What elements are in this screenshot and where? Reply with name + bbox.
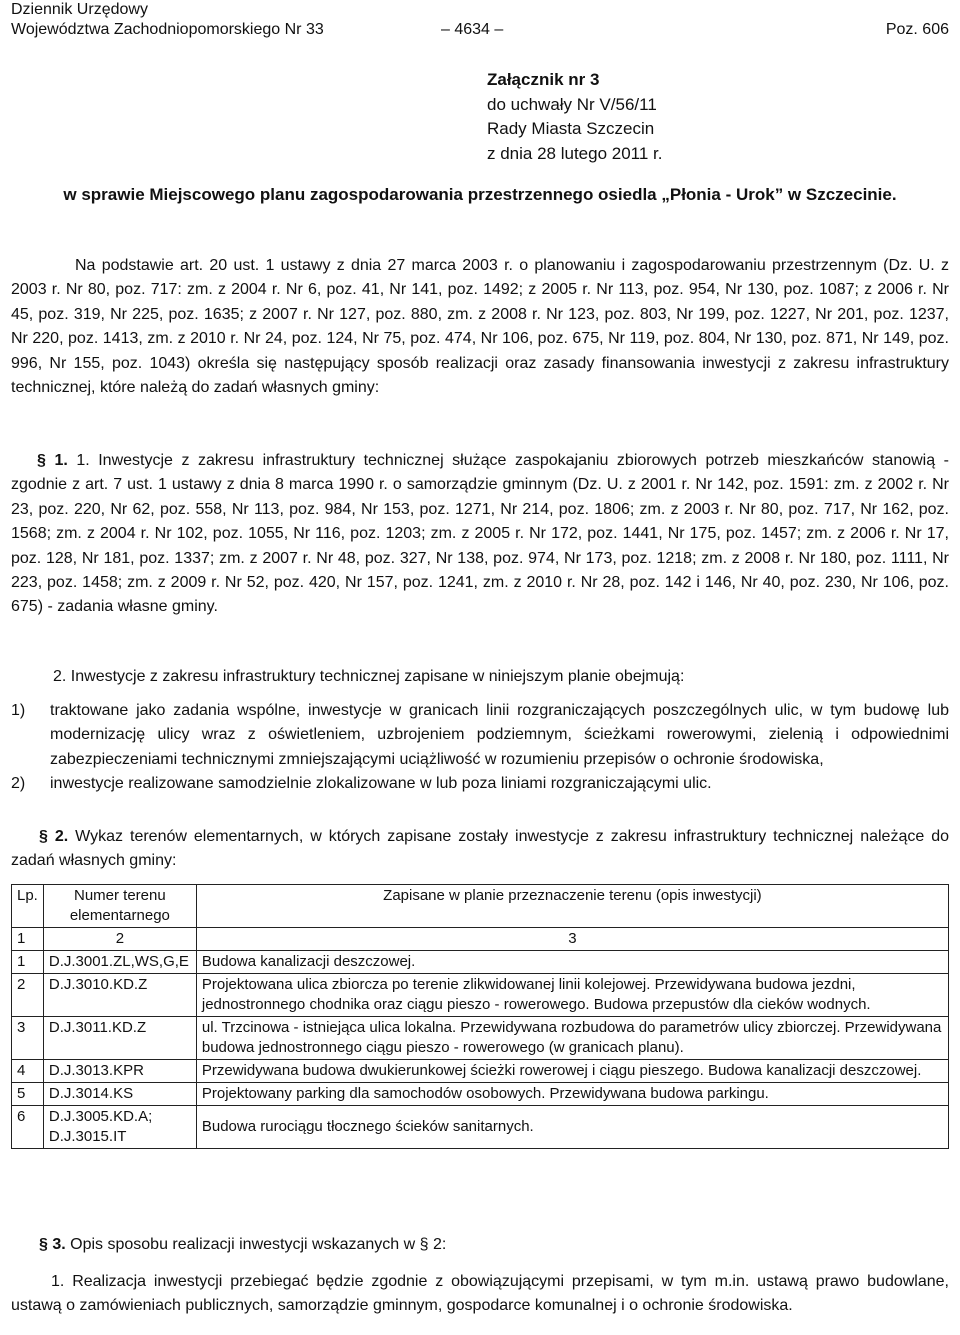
- row-description: Przewidywana budowa dwukierunkowej ścieżki rowerowej i ciągu pieszego. Budowa kanalizacji deszczowej.: [196, 1060, 948, 1083]
- list-item-number: 2): [11, 775, 26, 793]
- annex-line-4: z dnia 28 lutego 2011 r.: [487, 143, 663, 163]
- annex-line-2: do uchwały Nr V/56/11: [487, 94, 657, 114]
- section-3-heading: [11, 1233, 949, 1257]
- list-item-text: traktowane jako zadania wspólne, inwestycje w granicach linii rozgraniczających poszczególnych ulic, w tym budowę lub modernizację ulicy wraz z oświetleniem, uzbrojeniem podziemnym, ścieżkami rowerowymi, zielenią i odpowiednimi zabezpieczeniami technicznymi zmniejszającymi uciążliwość w rozumieniu przepisów o ochronie środowiska,: [50, 702, 949, 768]
- investments-table: [11, 884, 949, 1149]
- section-1-paragraph-2: 2. Inwestycje z zakresu infrastruktury technicznej zapisane w niniejszym planie obejmują:: [53, 668, 685, 685]
- row-lp: 3: [12, 1017, 44, 1060]
- section-3-text: Opis sposobu realizacji inwestycji wskazanych w § 2:: [70, 1236, 447, 1253]
- row-area-number: D.J.3013.KPR: [43, 1060, 196, 1083]
- table-row: [12, 951, 949, 974]
- table-row: [12, 974, 949, 1017]
- row-lp: 2: [12, 974, 44, 1017]
- row-area-number: D.J.3011.KD.Z: [43, 1017, 196, 1060]
- list-item-text: inwestycje realizowane samodzielnie zlokalizowane w lub poza liniami rozgraniczającymi ulic.: [50, 775, 712, 793]
- row-lp: 1: [12, 951, 44, 974]
- header-lp: Lp.: [12, 885, 44, 928]
- annex-block: [487, 68, 663, 166]
- position-number: Poz. 606: [885, 21, 949, 38]
- section-1-list: [11, 699, 949, 797]
- table-row: [12, 1060, 949, 1083]
- row-description: ul. Trzcinowa - istniejąca ulica lokalna. Przewidywana rozbudowa do parametrów ulicy zbiorczej. Przewidywana budowa jednostronnego ciągu pieszo - rowerowego (w granicach planu).: [196, 1017, 948, 1060]
- annex-title: Załącznik nr 3: [487, 70, 600, 89]
- journal-title: Dziennik Urzędowy: [11, 1, 148, 18]
- section-1-text: 1. Inwestycje z zakresu infrastruktury technicznej służące zaspokajaniu zbiorowych potrzeb mieszkańców stanowią - zgodnie z art. 7 ust. 1 ustawy z dnia 8 marca 1990 r. o samorządzie gminnym (Dz. U. z 2001 r. Nr 142, poz. 1591: zm. z 2002 r. Nr 23, poz. 220, Nr 62, poz. 558, Nr 113, poz. 984, Nr 153, poz. 1271, Nr 214, poz. 1806; zm. z 2003 r. Nr 80, poz. 717, Nr 162, poz. 1568; zm. z 2004 r. Nr 102, poz. 1055, Nr 116, poz. 1203; zm. z 2005 r. Nr 172, poz. 1441, Nr 175, poz. 1457; zm. z 2006 r. Nr 17, poz. 128, Nr 181, poz. 1337; zm. z 2007 r. Nr 48, poz. 327, Nr 138, poz. 974, Nr 173, poz. 1218; zm. z 2008 r. Nr 180, poz. 1111, Nr 223, poz. 1458; zm. z 2009 r. Nr 52, poz. 420, Nr 157, poz. 1241, zm. z 2010 r. Nr 28, poz. 142 i 146, Nr 40, poz. 230, Nr 106, poz. 675) - zadania własne gminy.: [11, 452, 949, 616]
- row-lp: 4: [12, 1060, 44, 1083]
- list-item: [11, 699, 949, 772]
- row-lp: 5: [12, 1083, 44, 1106]
- row-area-number: D.J.3001.ZL,WS,G,E: [43, 951, 196, 974]
- section-2-text: Wykaz terenów elementarnych, w których zapisane zostały inwestycje z zakresu infrastruktury technicznej należące do zadań własnych gminy:: [11, 828, 949, 870]
- section-1-paragraph-1: [11, 449, 949, 620]
- row-description: Projektowana ulica zbiorcza po terenie zlikwidowanej linii kolejowej. Przewidywana budowa jezdni, jednostronnego chodnika oraz ciągu pieszo - rowerowego. Budowa przepustów dla cieków wodnych.: [196, 974, 948, 1017]
- row-description: Budowa rurociągu tłocznego ścieków sanitarnych.: [196, 1106, 948, 1149]
- row-description: Budowa kanalizacji deszczowej.: [196, 951, 948, 974]
- section-2-paragraph: [11, 825, 949, 874]
- table-row: [12, 1083, 949, 1106]
- section-2-label: § 2.: [39, 828, 69, 845]
- header-description: Zapisane w planie przeznaczenie terenu (opis inwestycji): [196, 885, 948, 928]
- row-area-number: D.J.3014.KS: [43, 1083, 196, 1106]
- colnum-1: 1: [12, 928, 44, 951]
- section-1-label: § 1.: [37, 452, 68, 469]
- colnum-3: 3: [196, 928, 948, 951]
- page-number: – 4634 –: [441, 21, 504, 38]
- annex-line-3: Rady Miasta Szczecin: [487, 119, 655, 138]
- intro-paragraph: Na podstawie art. 20 ust. 1 ustawy z dnia 27 marca 2003 r. o planowaniu i zagospodarowaniu przestrzennym (Dz. U. z 2003 r. Nr 80, poz. 717: zm. z 2004 r. Nr 6, poz. 41, Nr 141, poz. 1492; z 2005 r. Nr 113, poz. 954, Nr 130, poz. 1087; z 2006 r. Nr 45, poz. 319, Nr 225, poz. 1635; z 2007 r. Nr 127, poz. 880, zm. z 2008 r. Nr 123, poz. 803, Nr 199, poz. 1227, Nr 201, poz. 1237, Nr 220, poz. 1413, zm. z 2010 r. Nr 24, poz. 124, Nr 75, poz. 474, Nr 106, poz. 675, Nr 119, poz. 804, Nr 130, poz. 871, Nr 149, poz. 996, Nr 155, poz. 1043) określa się następujący sposób realizacji oraz zasady finansowania inwestycji z zakresu infrastruktury technicznej, które należą do zadań własnych gminy:: [11, 257, 949, 397]
- row-area-number: D.J.3010.KD.Z: [43, 974, 196, 1017]
- list-item: [11, 772, 949, 796]
- table-column-number-row: [12, 928, 949, 951]
- row-description: Projektowany parking dla samochodów osobowych. Przewidywana budowa parkingu.: [196, 1083, 948, 1106]
- table-row: [12, 1017, 949, 1060]
- list-item-number: 1): [11, 702, 26, 719]
- colnum-2: 2: [43, 928, 196, 951]
- section-3-label: § 3.: [39, 1236, 66, 1253]
- subject-heading: w sprawie Miejscowego planu zagospodarowania przestrzennego osiedla „Płonia - Urok” w Szczecinie.: [63, 185, 897, 204]
- section-3-paragraph-1: 1. Realizacja inwestycji przebiegać będzie zgodnie z obowiązującymi przepisami, w tym m.in. ustawą prawo budowlane, ustawą o zamówieniach publicznych, samorządzie gminnym, gospodarce komunalnej i o ochronie środowiska.: [11, 1273, 949, 1315]
- journal-header: [11, 0, 949, 40]
- journal-issue: Województwa Zachodniopomorskiego Nr 33: [11, 21, 324, 38]
- table-row: [12, 1106, 949, 1149]
- row-lp: 6: [12, 1106, 44, 1149]
- row-area-number: D.J.3005.KD.A; D.J.3015.IT: [43, 1106, 196, 1149]
- header-area-number: Numer terenu elementarnego: [43, 885, 196, 928]
- table-header-row: [12, 885, 949, 928]
